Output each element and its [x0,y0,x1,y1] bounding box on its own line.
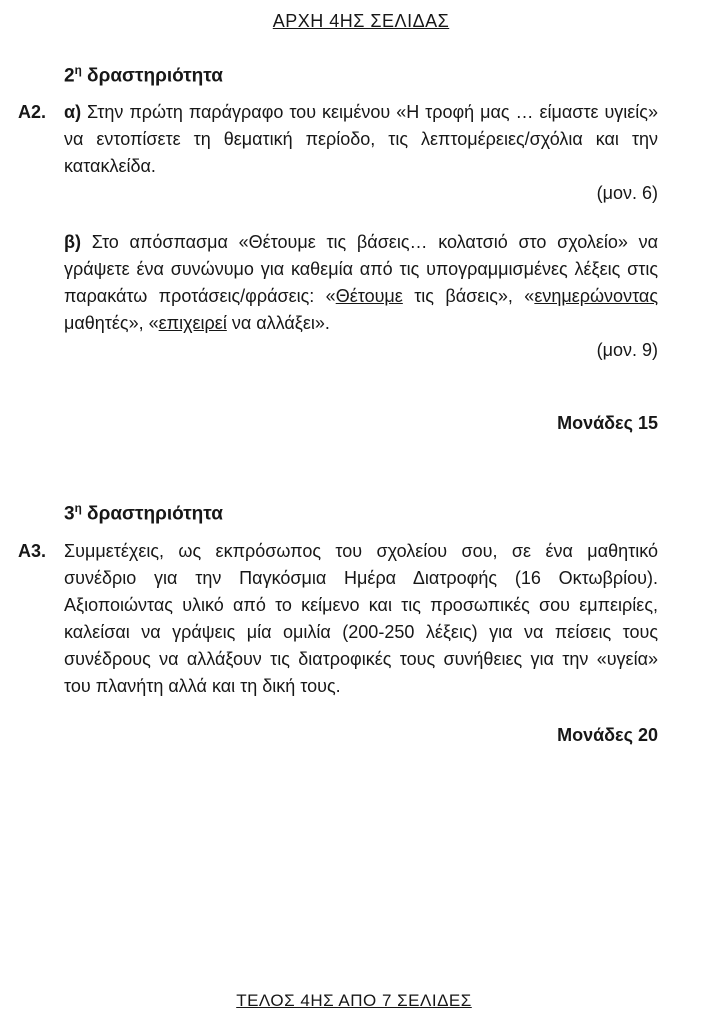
question-a2 [18,99,659,364]
activity-2-heading: $2^\eta$ δραστηριότητα [64,64,223,87]
question-a2b-text: β) Στο απόσπασμα «Θέτουμε τις βάσεις… κολατσιό στο σχολείο» να γράψετε ένα συνώνυμο για καθεμία από τις υπογραμμισμένες λέξεις στις παρακάτω προτάσεις/φράσεις: «Θέτουμε τις βάσεις», «ενημερώνοντας μαθητές», «επιχειρεί να αλλάξει». [64,232,659,334]
question-a2a-marks: (μον. 6) [596,183,658,204]
question-a2a-text: α) Στην πρώτη παράγραφο του κειμένου «Η τροφή μας … είμαστε υγιείς» να εντοπίσετε τη θεματική περίοδο, τις λεπτομέρειες/σχόλια και την κατακλείδα. [64,102,658,177]
activity-3-section [18,495,658,748]
page-header-text: ΑΡΧΗ 4ΗΣ ΣΕΛΙΔΑΣ [272,11,450,31]
activity-2-section [18,57,659,437]
question-a2b-marks: (μον. 9) [596,340,658,361]
activity-3-heading: $3^\eta$ δραστηριότητα [64,502,223,525]
activity-2-total: Μονάδες 15 [557,413,658,434]
page-header [64,8,658,35]
question-a3-label: Α3. [18,540,47,561]
page-footer-text: ΤΕΛΟΣ 4ΗΣ ΑΠΟ 7 ΣΕΛΙΔΕΣ [236,991,472,1010]
page-footer [0,987,708,1014]
question-a2-label: Α2. [18,102,47,123]
activity-3-total: Μονάδες 20 [557,724,658,745]
question-a3 [18,538,658,700]
question-a3-text: Συμμετέχεις, ως εκπρόσωπος του σχολείου σου, σε ένα μαθητικό συνέδριο για την Παγκόσμια Ημέρα Διατροφής (16 Οκτωβρίου). Αξιοποιώντας υλικό από το κείμενο και τις προσωπικές σου εμπειρίες, καλείσαι να γράψεις μία ομιλία (200-250 λέξεις) για να πείσεις τους συνέδρους να αλλάξουν τις διατροφικές τους συνήθειες για την «υγεία» του πλανήτη αλλά και τη δική τους. [64,540,658,696]
